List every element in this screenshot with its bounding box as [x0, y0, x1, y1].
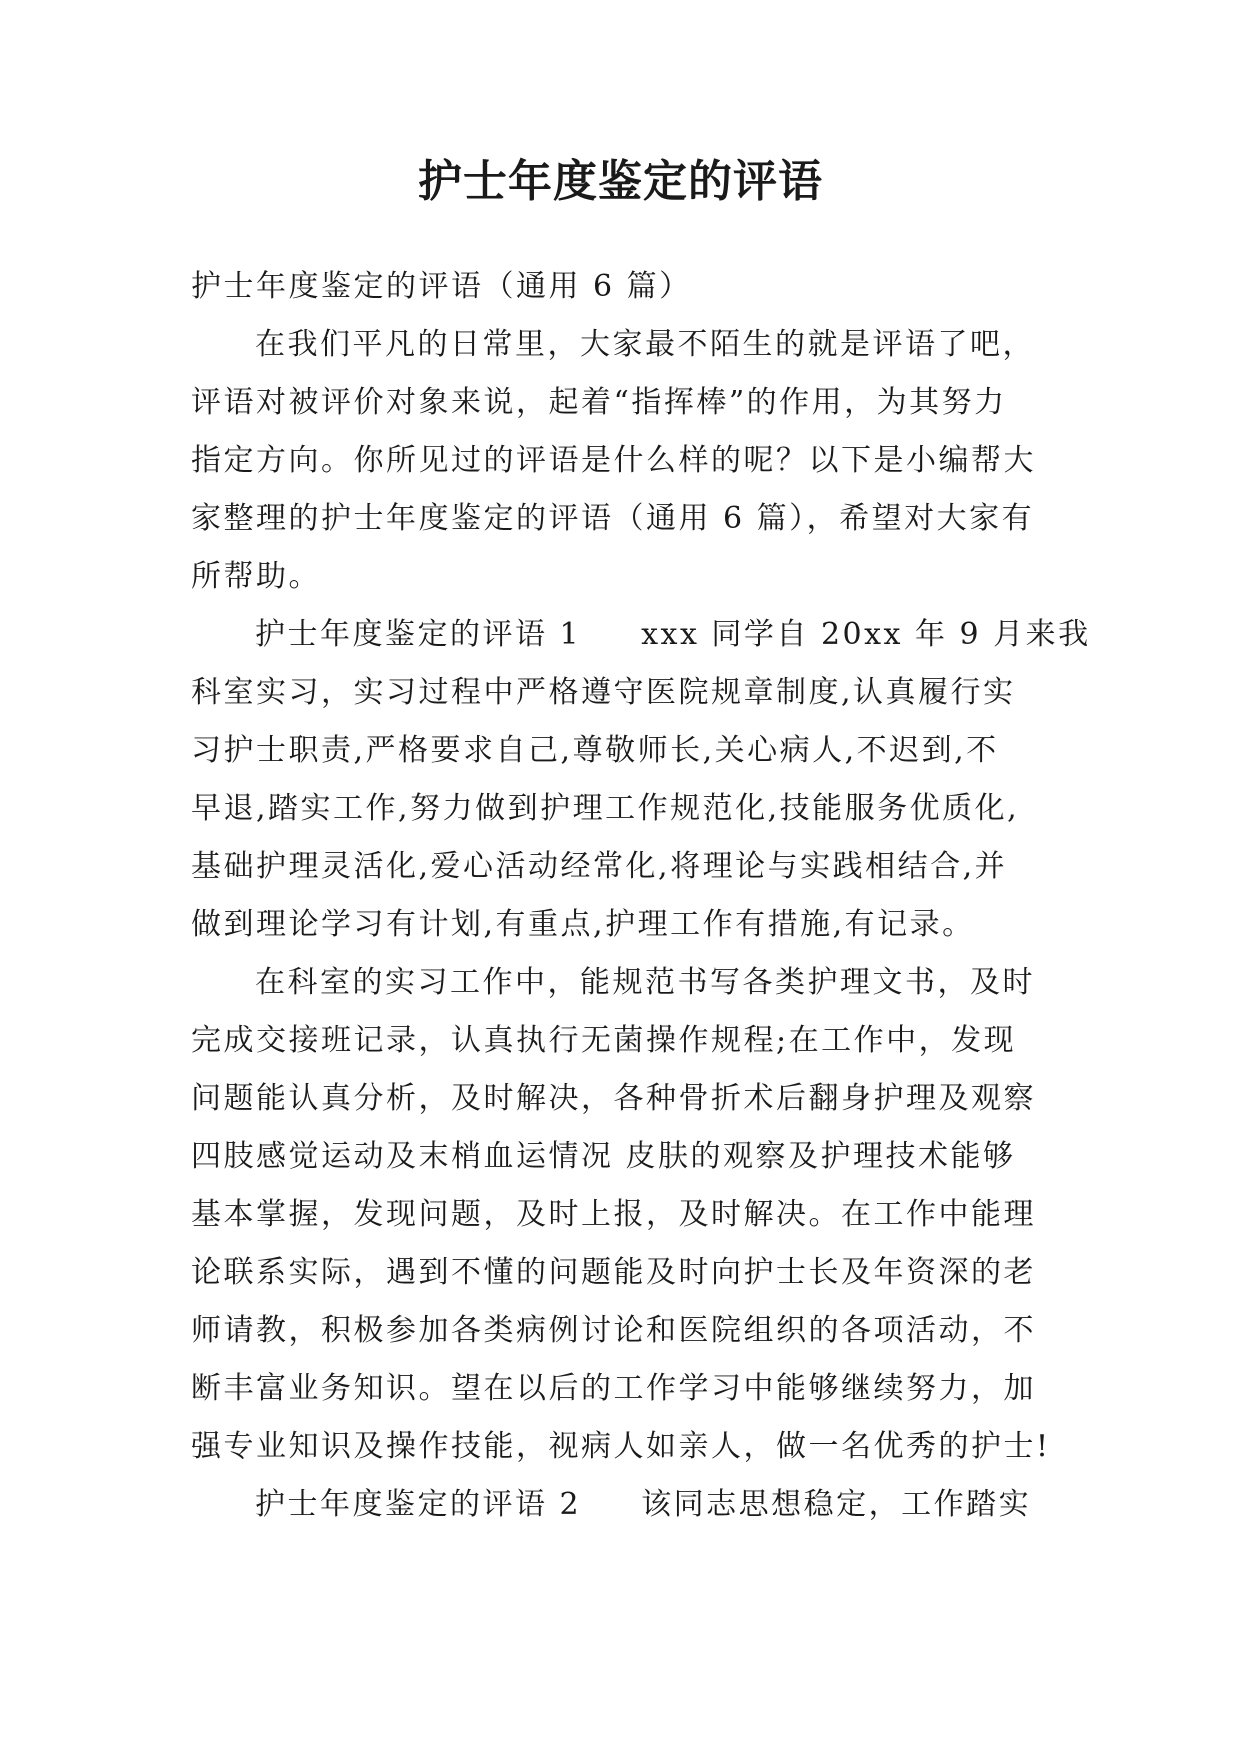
section-2-first-line: [191, 1476, 1071, 1534]
paragraph-line: 科室实习，实习过程中严格遵守医院规章制度,认真履行实: [191, 675, 1016, 710]
section-1-lead: xxx 同学自 20xx 年 9 月来我: [641, 617, 1091, 652]
section-1-paragraph: [191, 606, 1091, 954]
paragraph-line: 指定方向。你所见过的评语是什么样的呢？以下是小编帮大: [191, 443, 1036, 478]
section-2-paragraph: [191, 1476, 1071, 1534]
section-1-heading: 护士年度鉴定的评语 1: [255, 617, 582, 652]
paragraph-line: 基础护理灵活化,爱心活动经常化,将理论与实践相结合,并: [191, 849, 1008, 884]
paragraph-line: 所帮助。: [191, 559, 321, 594]
paragraph-line: 在我们平凡的日常里，大家最不陌生的就是评语了吧，: [255, 327, 1035, 362]
paragraph-line: 强专业知识及操作技能，视病人如亲人，做一名优秀的护士!: [191, 1429, 1051, 1464]
paragraph-line: 早退,踏实工作,努力做到护理工作规范化,技能服务优质化,: [191, 791, 1020, 826]
document-body: [191, 258, 1091, 1534]
page-title: 护士年度鉴定的评语: [418, 156, 823, 207]
paragraph-line: 师请教，积极参加各类病例讨论和医院组织的各项活动，不: [191, 1313, 1036, 1348]
section-1-continued-paragraph: [191, 954, 1071, 1476]
section-2-heading: 护士年度鉴定的评语 2: [255, 1487, 582, 1522]
section-2-lead: 该同志思想稳定，工作踏实: [641, 1487, 1032, 1522]
paragraph-line: 四肢感觉运动及末梢血运情况 皮肤的观察及护理技术能够: [191, 1139, 1016, 1174]
paragraph-line: 完成交接班记录，认真执行无菌操作规程;在工作中，发现: [191, 1023, 1017, 1058]
paragraph-line: 习护士职责,严格要求自己,尊敬师长,关心病人,不迟到,不: [191, 733, 999, 768]
paragraph-line: 评语对被评价对象来说，起着“指挥棒”的作用，为其努力: [191, 385, 1007, 420]
document-subtitle: 护士年度鉴定的评语（通用 6 篇）: [191, 269, 692, 304]
paragraph-line: 家整理的护士年度鉴定的评语（通用 6 篇），希望对大家有: [191, 501, 1035, 536]
paragraph-line: 做到理论学习有计划,有重点,护理工作有措施,有记录。: [191, 907, 975, 942]
paragraph-line: 论联系实际，遇到不懂的问题能及时向护士长及年资深的老: [191, 1255, 1036, 1290]
paragraph-line: 基本掌握，发现问题，及时上报，及时解决。在工作中能理: [191, 1197, 1036, 1232]
paragraph-line: 在科室的实习工作中，能规范书写各类护理文书，及时: [255, 965, 1035, 1000]
section-1-first-line: [191, 606, 1091, 664]
intro-paragraph: [191, 316, 1071, 606]
paragraph-line: 断丰富业务知识。望在以后的工作学习中能够继续努力，加: [191, 1371, 1036, 1406]
paragraph-line: 问题能认真分析，及时解决，各种骨折术后翻身护理及观察: [191, 1081, 1036, 1116]
